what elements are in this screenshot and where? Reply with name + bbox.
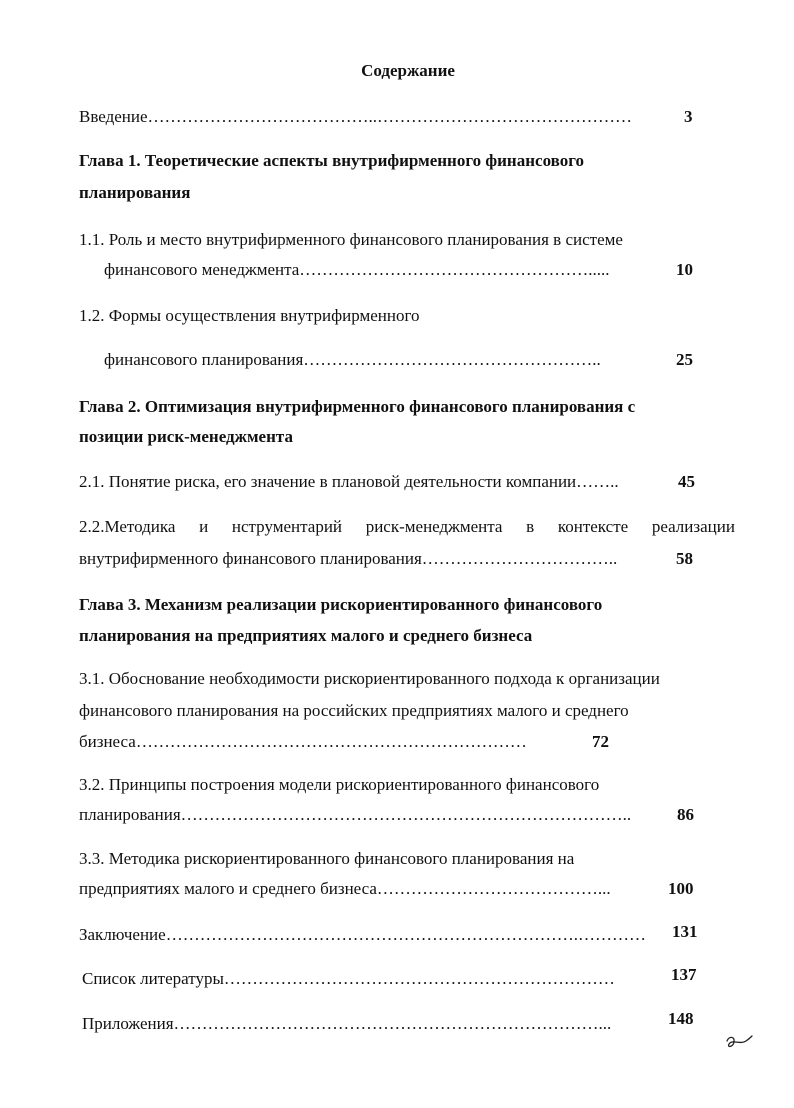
page-title: Содержание xyxy=(361,61,455,80)
toc-entry-intro[interactable]: Введение…………………………………..……………………………………… xyxy=(79,107,633,126)
toc-page-intro: 3 xyxy=(684,107,693,126)
chapter-1-heading-cont: планирования xyxy=(79,183,191,202)
toc-entry-3-1-cont2: бизнеса…………………………………………………………… xyxy=(79,732,527,751)
chapter-3-heading[interactable]: Глава 3. Механизм реализации рискориентированного финансового xyxy=(79,595,603,614)
toc-entry-3-3-cont: предприятиях малого и среднего бизнеса…………………………………... xyxy=(79,879,611,898)
toc-entry-2-2[interactable] xyxy=(79,516,735,538)
toc-page-3-3: 100 xyxy=(668,879,694,898)
toc-page-conclusion: 131 xyxy=(672,922,698,941)
toc-page-2-2: 58 xyxy=(676,549,693,568)
toc-entry-appendices[interactable]: Приложения…………………………………………………………………... xyxy=(82,1014,612,1033)
chapter-2-heading-cont: позиции риск-менеджмента xyxy=(79,427,293,446)
toc-entry-2-2-word: риск-менеджмента xyxy=(365,517,503,536)
toc-entry-2-2-word: в xyxy=(526,517,535,536)
toc-page-3-1: 72 xyxy=(592,732,609,751)
toc-entry-3-1[interactable]: 3.1. Обоснование необходимости рискориентированного подхода к организации xyxy=(79,669,660,688)
toc-page-appendices: 148 xyxy=(668,1009,694,1028)
toc-entry-2-2-word: нструментарий xyxy=(231,517,343,536)
toc-entry-2-2-word: 2.2.Методика xyxy=(79,517,176,536)
toc-entry-2-2-word: и xyxy=(199,517,209,536)
toc-entry-2-2-word: реализации xyxy=(651,517,735,536)
toc-entry-1-2[interactable]: 1.2. Формы осуществления внутрифирменного xyxy=(79,306,420,325)
toc-entry-2-2-cont: внутрифирменного финансового планирования…………………………….. xyxy=(79,549,618,568)
toc-entry-references[interactable]: Список литературы…………………………………………………………… xyxy=(82,969,615,988)
toc-page-1-1: 10 xyxy=(676,260,693,279)
toc-entry-2-2-word: контексте xyxy=(557,517,629,536)
chapter-3-heading-cont: планирования на предприятиях малого и среднего бизнеса xyxy=(79,626,533,645)
toc-page-2-1: 45 xyxy=(678,472,695,491)
toc-entry-3-2[interactable]: 3.2. Принципы построения модели рискориентированного финансового xyxy=(79,775,600,794)
toc-page-3-2: 86 xyxy=(677,805,694,824)
toc-entry-conclusion[interactable]: Заключение……………………………………………………………….………… xyxy=(79,925,646,944)
chapter-2-heading[interactable]: Глава 2. Оптимизация внутрифирменного финансового планирования с xyxy=(79,397,636,416)
toc-page-1-2: 25 xyxy=(676,350,693,369)
toc-entry-3-2-cont: планирования…………………………………………………………………….. xyxy=(79,805,632,824)
toc-page-references: 137 xyxy=(671,965,697,984)
toc-entry-1-1[interactable]: 1.1. Роль и место внутрифирменного финансового планирования в системе xyxy=(79,230,623,249)
toc-entry-1-1-cont: финансового менеджмента……………………………………………..... xyxy=(104,260,610,279)
toc-entry-1-2-cont: финансового планирования…………………………………………….. xyxy=(104,350,601,369)
handwritten-page-mark xyxy=(724,1030,754,1052)
toc-entry-3-3[interactable]: 3.3. Методика рискориентированного финансового планирования на xyxy=(79,849,575,868)
toc-entry-2-1[interactable]: 2.1. Понятие риска, его значение в плановой деятельности компании…….. xyxy=(79,472,619,491)
chapter-1-heading[interactable]: Глава 1. Теоретические аспекты внутрифирменного финансового xyxy=(79,151,585,170)
toc-entry-3-1-cont: финансового планирования на российских предприятиях малого и среднего xyxy=(79,701,629,720)
